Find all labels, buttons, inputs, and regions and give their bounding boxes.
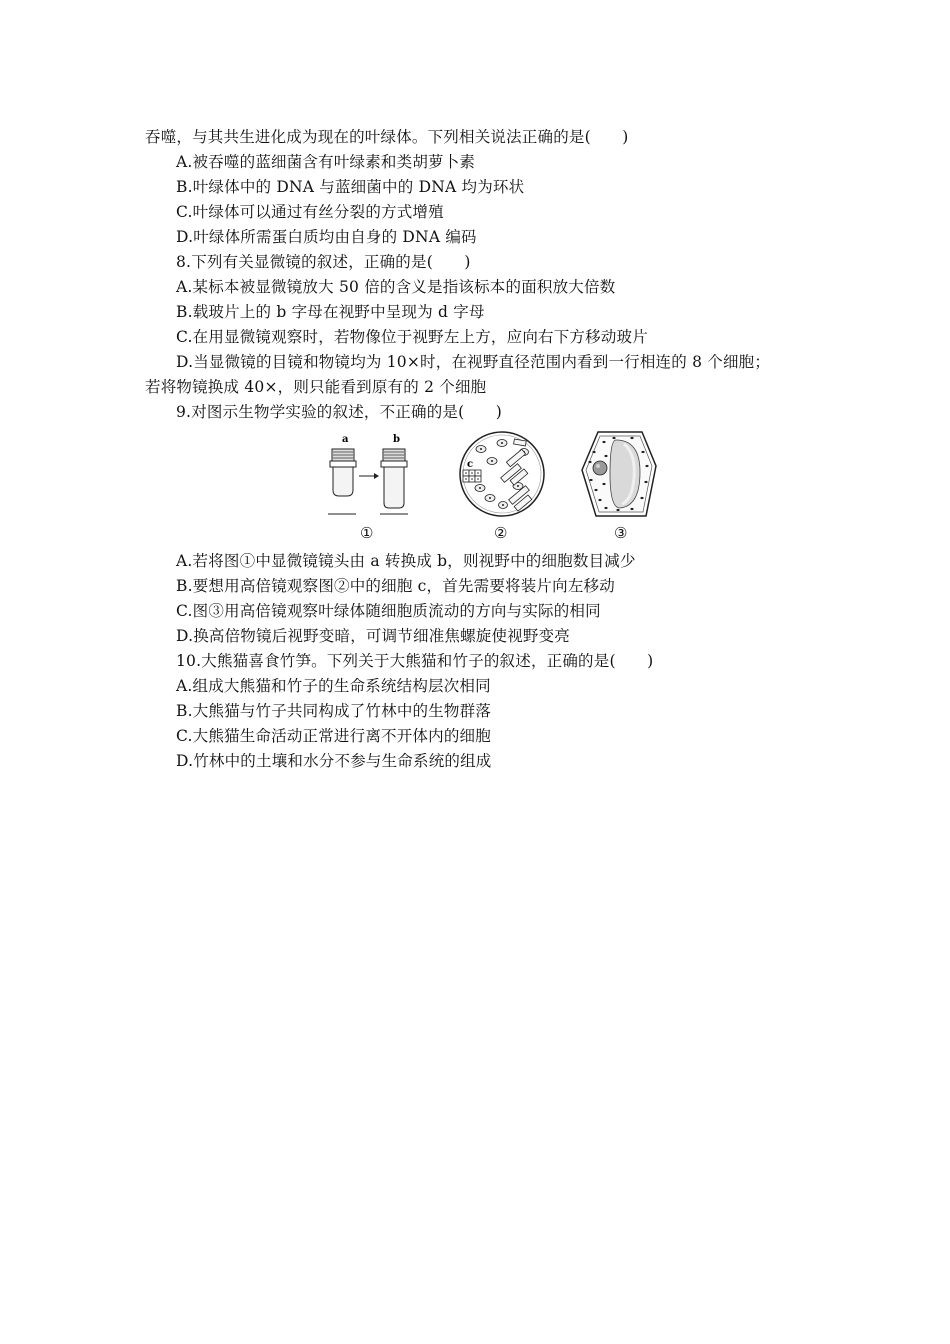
question-9-stem: 9.对图示生物学实验的叙述，不正确的是( ) <box>176 403 502 421</box>
lens-a-body <box>333 467 353 496</box>
q7-option-a: A.被吞噬的蓝细菌含有叶绿素和类胡萝卜素 <box>176 153 476 171</box>
q9-option-b: B.要想用高倍镜观察图②中的细胞 c，首先需要将装片向左移动 <box>176 577 615 595</box>
lens-b-ring <box>381 461 407 467</box>
cell-c-label: c <box>467 459 474 470</box>
q7-option-b: B.叶绿体中的 DNA 与蓝细菌中的 DNA 均为环状 <box>176 178 525 196</box>
q8-option-d: D.当显微镜的目镜和物镜均为 10×时，在视野直径范围内看到一行相连的 8 个细胞； <box>176 353 771 371</box>
q8-option-d-continued: 若将物镜换成 40×，则只能看到原有的 2 个细胞 <box>145 378 487 396</box>
q10-option-b: B.大熊猫与竹子共同构成了竹林中的生物群落 <box>176 702 492 720</box>
field-of-view-diagram <box>454 428 550 524</box>
plant-cell-diagram <box>576 428 666 524</box>
q8-option-c: C.在用显微镜观察时，若物像位于视野左上方，应向右下方移动玻片 <box>176 328 648 346</box>
question-7-stem-continued: 吞噬，与其共生进化成为现在的叶绿体。下列相关说法正确的是( ) <box>145 128 629 146</box>
q10-option-a: A.组成大熊猫和竹子的生命系统结构层次相同 <box>176 677 491 695</box>
cell-c <box>463 470 481 482</box>
q8-option-b: B.载玻片上的 b 字母在视野中呈现为 d 字母 <box>176 303 485 321</box>
figure-number-1: ① <box>360 524 374 542</box>
q9-option-c: C.图③用高倍镜观察叶绿体随细胞质流动的方向与实际的相同 <box>176 602 601 620</box>
q7-option-d: D.叶绿体所需蛋白质均由自身的 DNA 编码 <box>176 228 477 246</box>
question-8-stem: 8.下列有关显微镜的叙述，正确的是( ) <box>176 253 471 271</box>
question-10-stem: 10.大熊猫喜食竹笋。下列关于大熊猫和竹子的叙述，正确的是( ) <box>176 652 654 670</box>
microscope-figure <box>320 428 640 544</box>
lens-a-label: a <box>342 434 349 445</box>
lens-a-ring <box>330 461 356 467</box>
figure-number-2: ② <box>494 524 508 542</box>
figure-number-3: ③ <box>614 524 628 542</box>
q8-option-a: A.某标本被显微镜放大 50 倍的含义是指该标本的面积放大倍数 <box>176 278 616 296</box>
objective-lens-diagram <box>320 428 420 524</box>
q7-option-c: C.叶绿体可以通过有丝分裂的方式增殖 <box>176 203 444 221</box>
nucleus <box>593 461 607 475</box>
lens-b-label: b <box>393 434 400 445</box>
q10-option-c: C.大熊猫生命活动正常进行离不开体内的细胞 <box>176 727 491 745</box>
lens-b-body <box>384 467 404 508</box>
q9-option-a: A.若将图①中显微镜镜头由 a 转换成 b，则视野中的细胞数目减少 <box>176 552 636 570</box>
q9-option-d: D.换高倍物镜后视野变暗，可调节细准焦螺旋使视野变亮 <box>176 627 571 645</box>
q10-option-d: D.竹林中的土壤和水分不参与生命系统的组成 <box>176 752 492 770</box>
